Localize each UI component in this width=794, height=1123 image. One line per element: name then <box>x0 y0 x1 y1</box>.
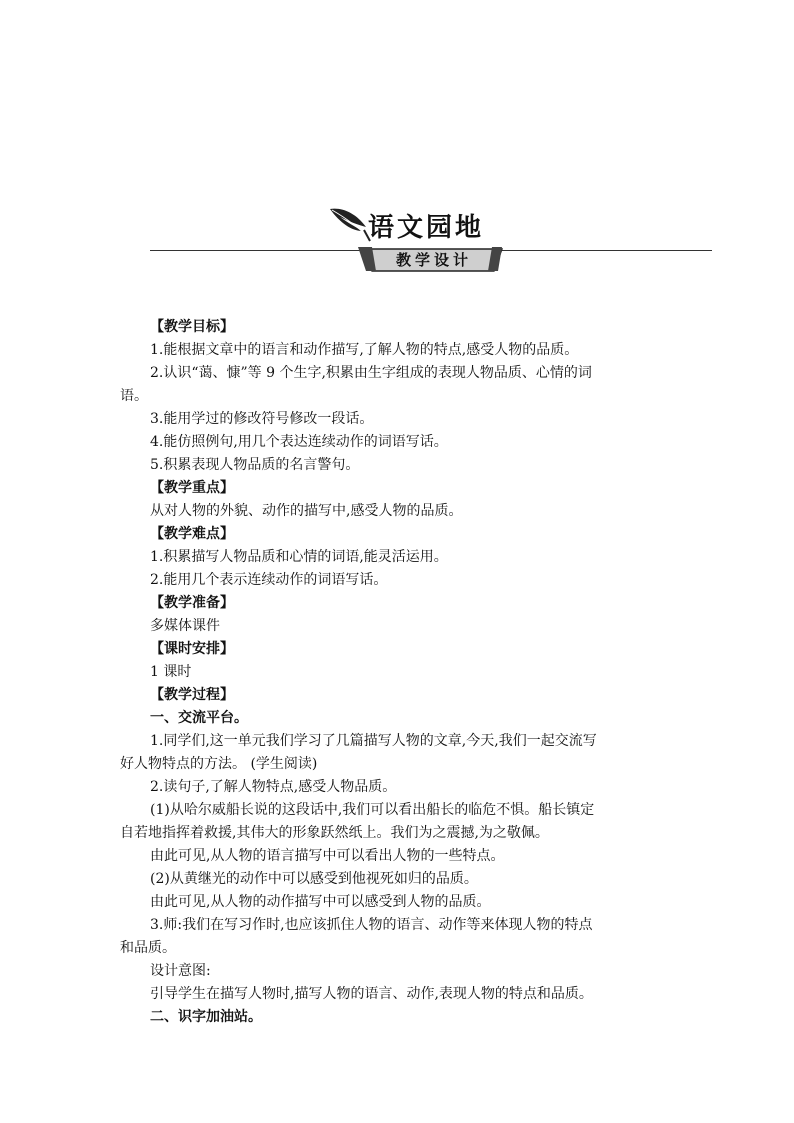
body-line: 1.同学们,这一单元我们学习了几篇描写人物的文章,今天,我们一起交流写 <box>150 733 597 749</box>
body-line: 由此可见,从人物的动作描写中可以感受到人物的品质。 <box>150 894 491 910</box>
banner-label: 教学设计 <box>395 251 472 269</box>
body-line: 引导学生在描写人物时,描写人物的语言、动作,表现人物的特点和品质。 <box>150 986 593 1002</box>
body-line: 5.积累表现人物品质的名言警句。 <box>150 457 360 473</box>
page-title: 语文园地 <box>368 213 485 243</box>
section-heading: 【教学准备】 <box>150 595 234 611</box>
lesson-body <box>120 316 680 1029</box>
feather-pen-icon <box>328 203 372 243</box>
body-line: 3.师:我们在写习作时,也应该抓住人物的语言、动作等来体现人物的特点 <box>150 917 593 933</box>
body-line: 语。 <box>120 388 148 404</box>
body-line: 设计意图: <box>150 963 211 979</box>
section-heading: 【教学难点】 <box>150 526 234 542</box>
body-line: 2.能用几个表示连续动作的词语写话。 <box>150 572 388 588</box>
body-line: 好人物特点的方法。 (学生阅读) <box>120 756 318 772</box>
section-heading: 一、交流平台。 <box>150 710 248 726</box>
body-line: 2.认识“蔼、慷”等 9 个生字,积累由生字组成的表现人物品质、心情的词 <box>150 365 592 381</box>
body-line: 2.读句子,了解人物特点,感受人物品质。 <box>150 779 397 795</box>
body-line: 从对人物的外貌、动作的描写中,感受人物的品质。 <box>150 503 463 519</box>
body-line: (1)从哈尔威船长说的这段话中,我们可以看出船长的临危不惧。船长镇定 <box>150 802 595 818</box>
body-line: (2)从黄继光的动作中可以感受到他视死如归的品质。 <box>150 871 478 887</box>
body-line: 和品质。 <box>120 940 176 956</box>
body-line: 4.能仿照例句,用几个表达连续动作的词语写话。 <box>150 434 448 450</box>
body-line: 3.能用学过的修改符号修改一段话。 <box>150 411 374 427</box>
section-heading: 【课时安排】 <box>150 641 234 657</box>
body-line: 1.积累描写人物品质和心情的词语,能灵活运用。 <box>150 549 448 565</box>
body-line: 1.能根据文章中的语言和动作描写,了解人物的特点,感受人物的品质。 <box>150 342 579 358</box>
body-line: 1 课时 <box>150 664 192 680</box>
body-line: 由此可见,从人物的语言描写中可以看出人物的一些特点。 <box>150 848 505 864</box>
section-heading: 【教学目标】 <box>150 319 234 335</box>
page-header <box>0 0 794 280</box>
body-line: 自若地指挥着救援,其伟大的形象跃然纸上。我们为之震撼,为之敬佩。 <box>120 825 549 841</box>
body-line: 多媒体课件 <box>150 618 220 634</box>
section-heading: 二、识字加油站。 <box>150 1009 262 1025</box>
section-heading: 【教学重点】 <box>150 480 234 496</box>
section-heading: 【教学过程】 <box>150 687 234 703</box>
section-title <box>328 203 508 247</box>
